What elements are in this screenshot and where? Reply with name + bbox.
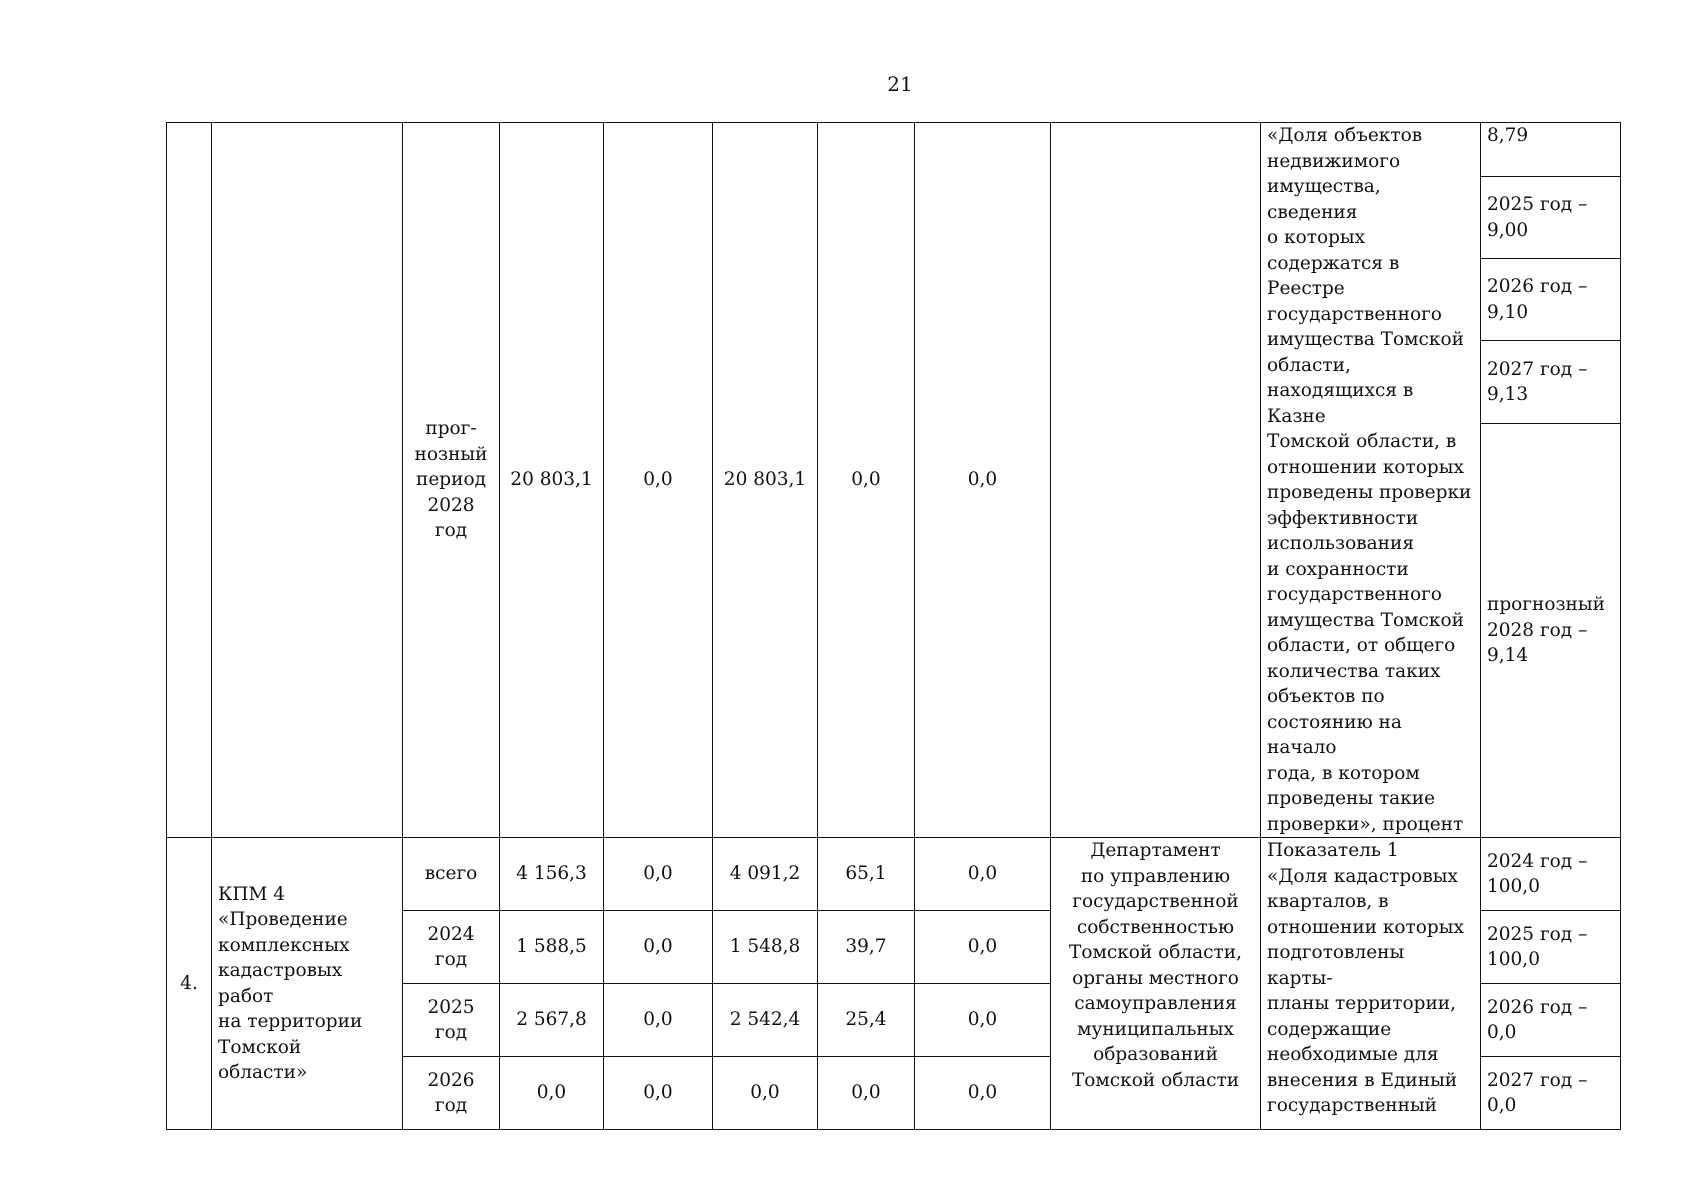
- cell-text-line: «Доля кадастровых: [1267, 865, 1458, 887]
- value-other: 0,0: [915, 911, 1051, 984]
- cell-text-line: нозный: [414, 443, 488, 465]
- value-regional: 20 803,1: [713, 123, 818, 838]
- value-other: 0,0: [915, 1057, 1051, 1130]
- executor-cell: [1051, 123, 1261, 838]
- cell-text-line: 8,79: [1487, 125, 1529, 146]
- cell-text-line: 100,0: [1487, 876, 1540, 897]
- cell-text-line: объектов по: [1267, 686, 1385, 707]
- cell-text-line: подготовлены карты-: [1267, 942, 1405, 989]
- row-name-cell: [212, 123, 403, 838]
- target-value-cell: [1481, 259, 1621, 341]
- cell-text-line: эффективности: [1267, 507, 1419, 529]
- value-federal: 0,0: [604, 1057, 713, 1130]
- executor-cell: [1051, 838, 1261, 1130]
- value-total: 0,0: [500, 1057, 604, 1130]
- cell-text-line: и сохранности: [1267, 558, 1409, 580]
- target-value-cell: [1481, 1057, 1621, 1130]
- cell-text-line: планы территории,: [1267, 993, 1457, 1014]
- value-regional: 2 542,4: [713, 984, 818, 1057]
- cell-text-line: образований: [1093, 1044, 1218, 1065]
- page-number: 21: [887, 72, 913, 96]
- cell-text-line: государственного: [1267, 584, 1442, 605]
- value-total: 2 567,8: [500, 984, 604, 1057]
- cell-text-line: имущества Томской: [1267, 329, 1464, 350]
- target-value-cell: [1481, 984, 1621, 1057]
- cell-text-line: 2026 год –: [1487, 276, 1588, 298]
- cell-text-line: муниципальных: [1077, 1018, 1234, 1040]
- target-value-cell: [1481, 423, 1621, 837]
- cell-text-line: государственный: [1267, 1095, 1438, 1116]
- cell-text-line: Томской области: [1071, 1069, 1240, 1091]
- target-value-cell: [1481, 911, 1621, 984]
- cell-text-line: отношении которых: [1267, 916, 1464, 938]
- cell-text-line: 2026 год –: [1487, 996, 1588, 1018]
- cell-text-line: 9,14: [1487, 645, 1529, 667]
- period-cell: 2025 год: [403, 984, 500, 1057]
- cell-text-line: 2024 год –: [1487, 850, 1588, 872]
- value-total: 1 588,5: [500, 911, 604, 984]
- value-local: 39,7: [818, 911, 915, 984]
- cell-text-line: области, от общего: [1267, 635, 1456, 656]
- value-local: 0,0: [818, 123, 915, 838]
- cell-text-line: 9,13: [1487, 384, 1529, 406]
- value-other: 0,0: [915, 984, 1051, 1057]
- cell-text-line: самоуправления: [1074, 993, 1237, 1014]
- cell-text-line: имущества, сведения: [1267, 176, 1381, 223]
- indicator-cell: [1261, 838, 1481, 1130]
- cell-text-line: необходимые для: [1267, 1044, 1439, 1065]
- cell-text-line: 2025 год –: [1487, 923, 1588, 945]
- cell-text-line: 100,0: [1487, 949, 1540, 970]
- value-other: 0,0: [915, 123, 1051, 838]
- value-local: 0,0: [818, 1057, 915, 1130]
- cell-text-line: Томской области,: [1068, 942, 1242, 963]
- cell-text-line: 0,0: [1487, 1022, 1517, 1043]
- cell-text-line: находящихся в Казне: [1267, 380, 1414, 427]
- cell-text-line: на территории: [218, 1011, 363, 1032]
- target-value-cell: [1481, 838, 1621, 911]
- row-number-cell: 4.: [167, 838, 212, 1130]
- value-total: 4 156,3: [500, 838, 604, 911]
- value-regional: 0,0: [713, 1057, 818, 1130]
- cell-text-line: «Проведение: [218, 909, 348, 930]
- value-total: 20 803,1: [500, 123, 604, 838]
- value-regional: 4 091,2: [713, 838, 818, 911]
- target-value-cell: [1481, 341, 1621, 423]
- cell-text-line: комплексных: [218, 934, 350, 956]
- value-federal: 0,0: [604, 984, 713, 1057]
- cell-text-line: содержатся в Реестре: [1267, 252, 1400, 299]
- cell-text-line: 2027 год –: [1487, 1069, 1588, 1091]
- cell-text-line: Томской области, в: [1267, 431, 1457, 452]
- cell-text-line: имущества Томской: [1267, 609, 1464, 631]
- target-value-cell: [1481, 177, 1621, 259]
- cell-text-line: Томской области»: [218, 1036, 308, 1083]
- value-local: 25,4: [818, 984, 915, 1057]
- cell-text-line: использования: [1267, 533, 1414, 554]
- cell-text-line: области,: [1267, 354, 1351, 376]
- cell-text-line: государственного: [1267, 303, 1442, 325]
- cell-text-line: 9,00: [1487, 219, 1529, 241]
- value-federal: 0,0: [604, 123, 713, 838]
- cell-text-line: кварталов, в: [1267, 891, 1389, 912]
- cell-text-line: «Доля объектов: [1267, 125, 1423, 146]
- cell-text-line: государственной: [1072, 891, 1239, 912]
- value-local: 65,1: [818, 838, 915, 911]
- cell-text-line: 2025 год –: [1487, 194, 1588, 216]
- cell-text-line: органы местного: [1072, 967, 1239, 989]
- cell-text-line: КПМ 4: [218, 883, 286, 905]
- cell-text-line: проверки», процент: [1267, 813, 1464, 835]
- cell-text-line: прогнозный: [1487, 594, 1605, 616]
- cell-text-line: прог-: [425, 418, 477, 440]
- cell-text-line: период: [416, 469, 486, 491]
- period-cell: 2026 год: [403, 1057, 500, 1130]
- target-value-cell: [1481, 123, 1621, 177]
- cell-text-line: о которых: [1267, 227, 1366, 248]
- value-regional: 1 548,8: [713, 911, 818, 984]
- cell-text-line: 9,10: [1487, 301, 1529, 323]
- period-cell: 2024 год: [403, 911, 500, 984]
- cell-text-line: состоянию на начало: [1267, 711, 1402, 758]
- cell-text-line: собственностью: [1076, 916, 1235, 938]
- cell-text-line: 0,0: [1487, 1095, 1517, 1116]
- cell-text-line: внесения в Единый: [1267, 1069, 1458, 1091]
- row-number-cell: [167, 123, 212, 838]
- value-other: 0,0: [915, 838, 1051, 911]
- cell-text-line: проведены проверки: [1267, 482, 1472, 503]
- period-cell: [403, 123, 500, 838]
- cell-text-line: 2027 год –: [1487, 358, 1588, 380]
- cell-text-line: Департамент: [1090, 840, 1221, 861]
- cell-text-line: работ: [218, 985, 274, 1007]
- period-cell: всего: [403, 838, 500, 911]
- cell-text-line: недвижимого: [1267, 150, 1401, 172]
- value-federal: 0,0: [604, 911, 713, 984]
- cell-text-line: по управлению: [1080, 865, 1231, 887]
- cell-text-line: 2028 год –: [1487, 619, 1588, 641]
- cell-text-line: содержащие: [1267, 1018, 1392, 1040]
- indicator-cell: [1261, 123, 1481, 838]
- cell-text-line: количества таких: [1267, 660, 1441, 682]
- row-name-cell: [212, 838, 403, 1130]
- cell-text-line: 2028 год: [427, 494, 475, 542]
- cell-text-line: отношении которых: [1267, 456, 1464, 478]
- cell-text-line: проведены такие: [1267, 788, 1436, 809]
- value-federal: 0,0: [604, 838, 713, 911]
- cell-text-line: кадастровых: [218, 960, 343, 981]
- cell-text-line: Показатель 1: [1267, 840, 1399, 861]
- cell-text-line: года, в котором: [1267, 762, 1420, 784]
- program-table: [166, 122, 1621, 1130]
